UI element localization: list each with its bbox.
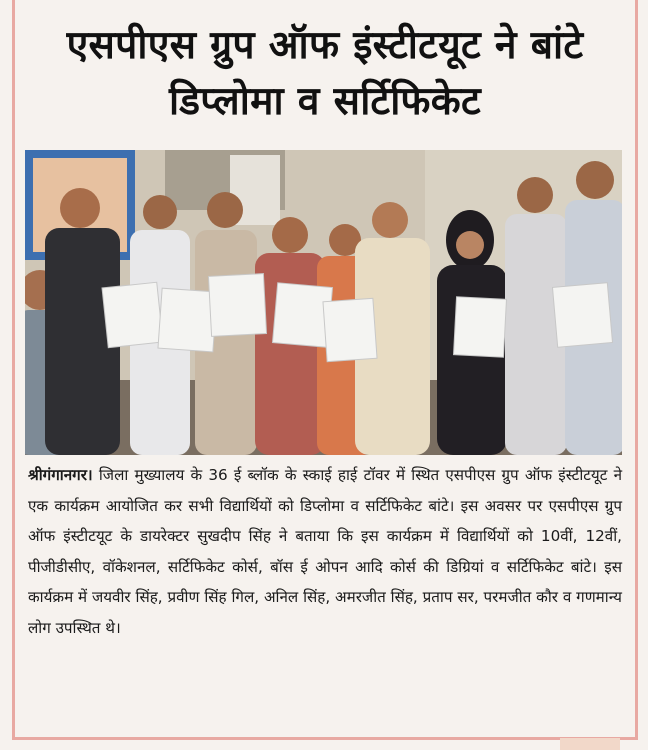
headline: एसपीएस ग्रुप ऑफ इंस्टीटयूट ने बांटे डिप्लोमा व सर्टिफिकेट: [66, 23, 584, 124]
clipping-border-bottom: [12, 737, 638, 740]
clipping-border-left: [12, 0, 15, 740]
dateline: श्रीगंगानगर।: [28, 466, 93, 484]
article-text: जिला मुख्यालय के 36 ई ब्लॉक के स्काई हाई टॉवर में स्थित एसपीएस ग्रुप ऑफ इंस्टीटयूट ने एक कार्यक्रम आयोजित कर सभी विद्यार्थियों को डिप्लोमा व सर्टिफिकेट बांटे। इस अवसर पर एसपीएस ग्रुप ऑफ इंस्टीटयूट के डायरेक्टर सुखदीप सिंह ने बताया कि इस कार्यक्रम में विद्यार्थियों को 10वीं, 12वीं, पीजीडीसीए, वॉकेशनल, सर्टिफिकेट कोर्स, बॉस ई ओपन आदि कोर्स की डिग्रियां व सर्टिफिकेट बांटे। इस कार्यक्रम में जयवीर सिंह, प्रवीण सिंह गिल, अनिल सिंह, अमरजीत सिंह, प्रताप सर, परमजीत कौर व गणमान्य लोग उपस्थित थे।: [28, 466, 622, 637]
article-body: [28, 460, 622, 644]
group-photo-image: [25, 150, 622, 455]
page-corner: [560, 738, 620, 750]
group-photo: [25, 150, 622, 455]
clipping-border-right: [635, 0, 638, 740]
